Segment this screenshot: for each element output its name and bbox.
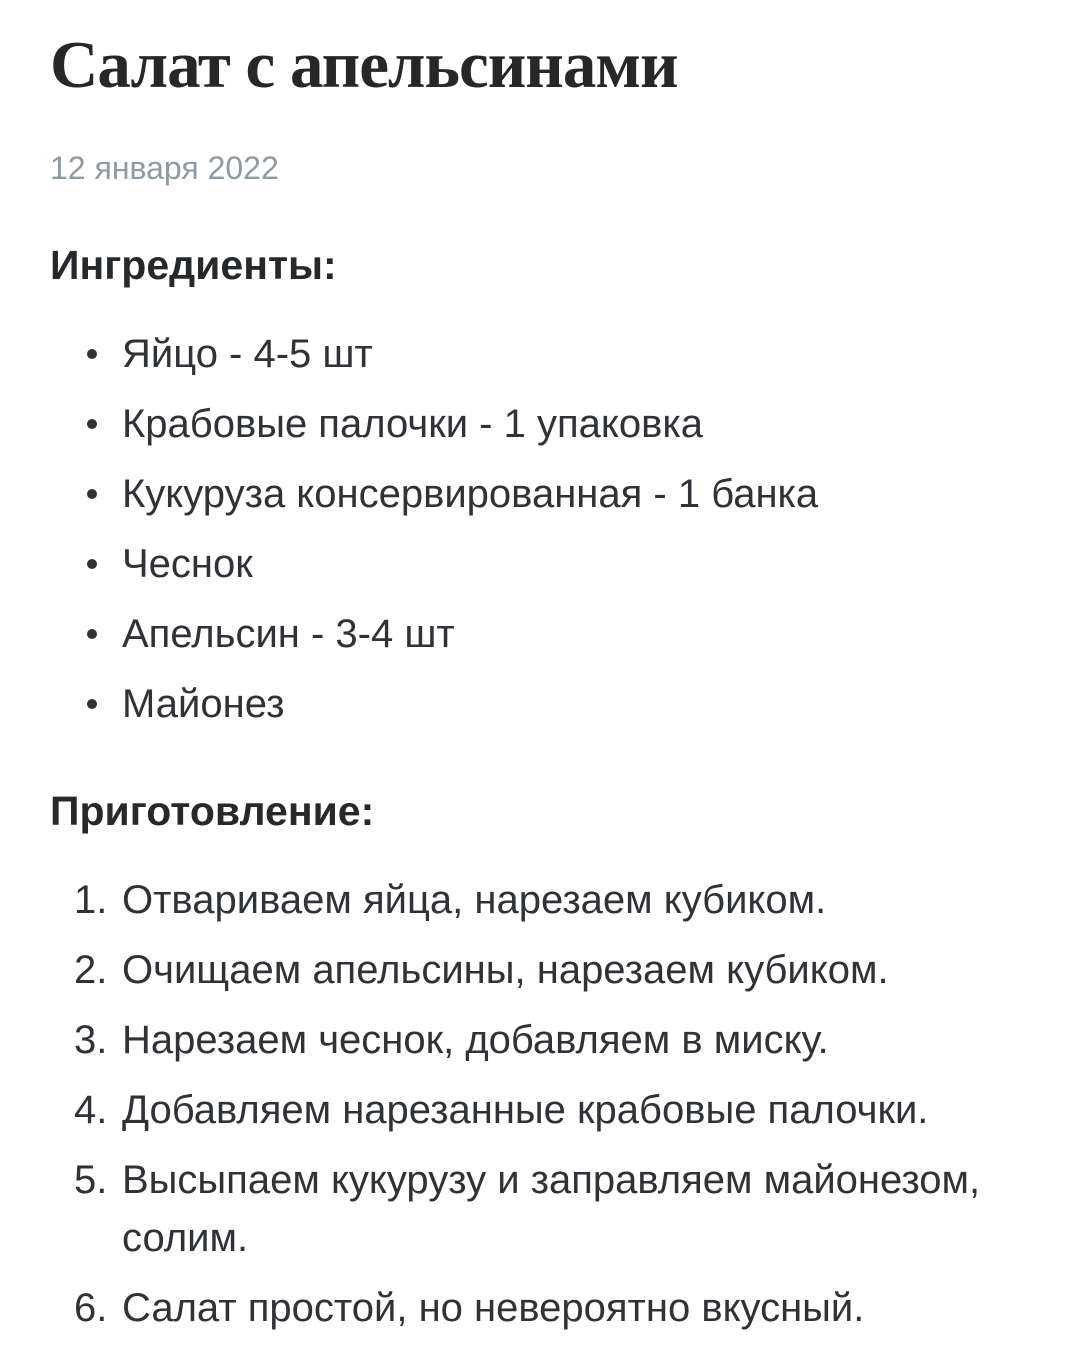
step-item: Добавляем нарезанные крабовые палочки.	[122, 1088, 929, 1133]
ingredient-item: Крабовые палочки - 1 упаковка	[50, 395, 1030, 453]
step-item: Высыпаем кукурузу и заправляем майонезом, солим.	[122, 1158, 981, 1261]
preparation-heading: Приготовление:	[50, 788, 375, 835]
ingredient-item: Майонез	[50, 675, 1030, 733]
page-title: Салат с апельсинами	[50, 28, 678, 102]
recipe-article	[50, 26, 1030, 1337]
ingredients-heading: Ингредиенты:	[50, 242, 337, 289]
ingredients-list	[50, 325, 1030, 733]
step-item: Отвариваем яйца, нарезаем кубиком.	[122, 878, 827, 923]
ingredient-item: Апельсин - 3-4 шт	[50, 605, 1030, 663]
article-date: 12 января 2022	[50, 150, 279, 187]
step-item: Нарезаем чеснок, добавляем в миску.	[122, 1018, 829, 1063]
step-item: Салат простой, но невероятно вкусный.	[122, 1286, 865, 1331]
preparation-steps-list	[50, 871, 1030, 1337]
ingredient-item: Чеснок	[50, 535, 1030, 593]
step-item: Очищаем апельсины, нарезаем кубиком.	[122, 948, 889, 993]
ingredient-item: Кукуруза консервированная - 1 банка	[50, 465, 1030, 523]
ingredient-item: Яйцо - 4-5 шт	[50, 325, 1030, 383]
